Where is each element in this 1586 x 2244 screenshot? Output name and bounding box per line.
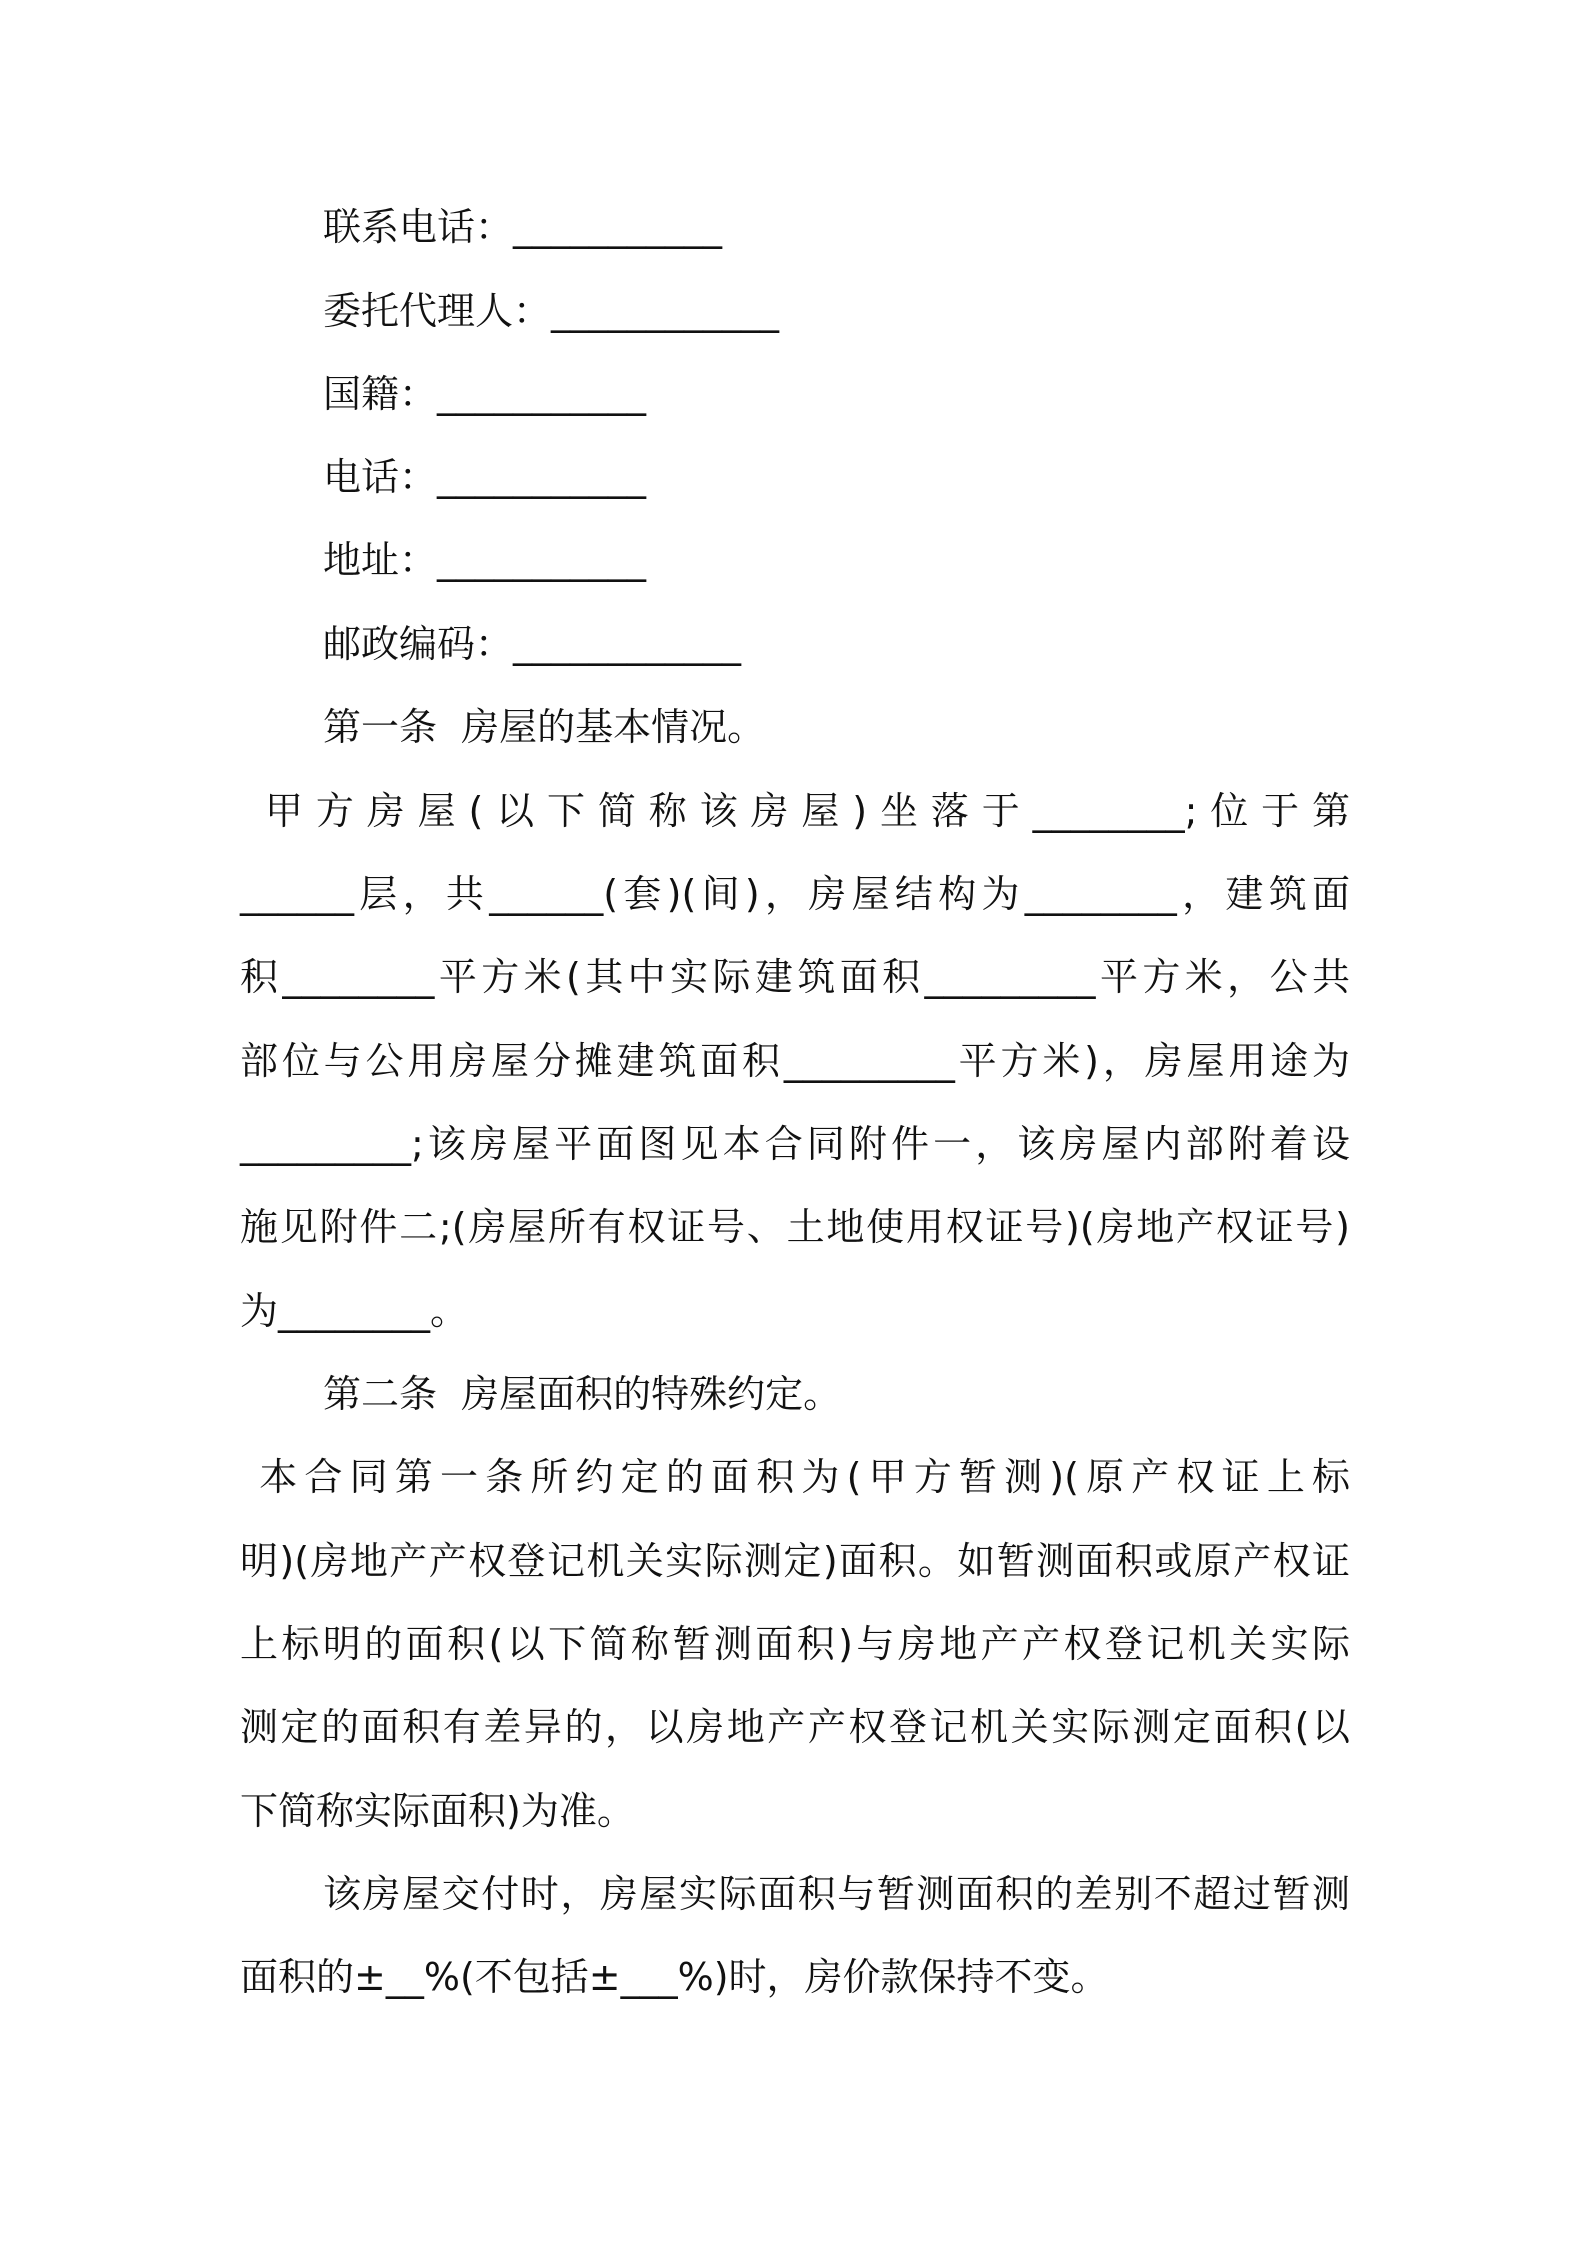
- article-1-line: _________;该房屋平面图见本合同附件一，该房屋内部附着设: [240, 1122, 1350, 1166]
- article-1-line: ______层，共______(套)(间)，房屋结构为________，建筑面: [240, 872, 1350, 916]
- article-1-line: 施见附件二;(房屋所有权证号、土地使用权证号)(房地产权证号): [240, 1205, 1350, 1249]
- article-1-line: 为________。: [240, 1289, 469, 1333]
- article-2-line: 测定的面积有差异的，以房地产产权登记机关实际测定面积(以: [240, 1705, 1350, 1749]
- article-1-heading: 第一条 房屋的基本情况。: [323, 705, 766, 749]
- field-postal-code: 邮政编码：____________: [323, 622, 742, 666]
- article-2-line: 面积的±__%(不包括±___%)时，房价款保持不变。: [240, 1955, 1109, 1999]
- field-contact-phone: 联系电话：___________: [323, 205, 723, 249]
- article-1-line: 积________平方米(其中实际建筑面积_________平方米，公共: [240, 955, 1350, 999]
- article-2-line: 本合同第一条所约定的面积为(甲方暂测)(原产权证上标: [240, 1455, 1350, 1499]
- article-1-line: 部位与公用房屋分摊建筑面积_________平方米)，房屋用途为: [240, 1039, 1350, 1083]
- article-2-heading: 第二条 房屋面积的特殊约定。: [323, 1372, 842, 1416]
- field-agent: 委托代理人：____________: [323, 289, 780, 333]
- field-address: 地址：___________: [323, 538, 647, 582]
- field-nationality: 国籍：___________: [323, 372, 647, 416]
- article-2-line: 上标明的面积(以下简称暂测面积)与房地产产权登记机关实际: [240, 1622, 1350, 1666]
- article-2-line: 该房屋交付时，房屋实际面积与暂测面积的差别不超过暂测: [323, 1872, 1350, 1916]
- field-phone: 电话：___________: [323, 455, 647, 499]
- article-2-line: 明)(房地产产权登记机关实际测定)面积。如暂测面积或原产权证: [240, 1539, 1350, 1583]
- article-2-line: 下简称实际面积)为准。: [240, 1789, 635, 1833]
- article-1-line: 甲方房屋(以下简称该房屋)坐落于________;位于第: [240, 789, 1350, 833]
